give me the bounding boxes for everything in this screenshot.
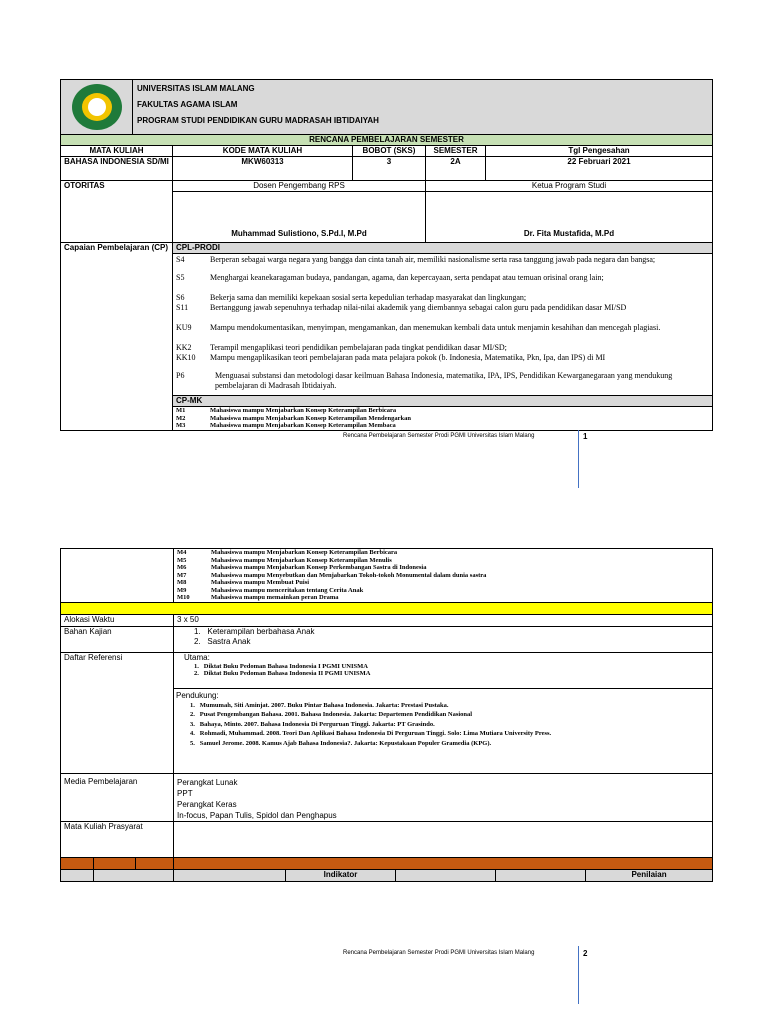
cpmk-item: M3 Mahasiswa mampu Menjabarkan Konsep Keterampilan Membaca	[176, 422, 396, 429]
developer-name: Muhammad Sulistiono, S.Pd.I, M.Pd	[231, 229, 367, 238]
cpmk-item: M8 Mahasiswa mampu Membuat Puisi	[177, 579, 310, 586]
cpmk-list-page1	[173, 407, 712, 430]
indicator-row-cell	[174, 869, 286, 881]
cpmk-list-page2	[174, 549, 713, 603]
rps-page1-table	[60, 79, 712, 431]
pendukung-item: 4. Rohmadi, Muhammad. 2008. Teori Dan Aplikasi Bahasa Indonesia Di Perguruan Tinggi. Solo: Lima Mutiara University Press.	[190, 730, 552, 737]
cpl-item: KK2 Terampil mengaplikasi teori pendidikan pembelajaran pada tingkat pendidikan dasar MI/SD;	[176, 343, 507, 352]
indicator-row-cell	[396, 869, 496, 881]
orange-band-cell	[94, 857, 136, 869]
cpmk-item: M10 Mahasiswa mampu memainkan peran Drama	[177, 594, 339, 601]
cpmk-title: CP-MK	[173, 395, 712, 407]
approval-date: 22 Februari 2021	[486, 157, 713, 181]
cpl-item: S11 Bertanggung jawab sepenuhnya terhadap nilai-nilai akademik yang diembannya sebagai calon guru pada pendidikan dasar MI/SD	[176, 303, 627, 312]
cpl-item: P6 Menguasai substansi dan metodologi dasar keilmuan Bahasa Indonesia, matematika, IPA, IPS, Pendidikan Kewarganegaraan yang mendukung pembelajaran di Madrasah Ibtidaiyah.	[176, 371, 673, 390]
orange-band-cell	[61, 857, 94, 869]
cpl-item: KU9 Mampu mendokumentasikan, menyimpan, mengamankan, dan menemukan kembali data untuk menjamin kesahihan dan mencegah plagiasi.	[176, 323, 661, 332]
footer-divider	[578, 946, 579, 1004]
cpmk-item: M6 Mahasiswa mampu Menjabarkan Konsep Perkembangan Sastra di Indonesia	[177, 564, 427, 571]
university-name: UNIVERSITAS ISLAM MALANG	[137, 84, 255, 93]
university-logo	[72, 84, 122, 130]
cpl-item: S5 Menghargai keanekaragaman budaya, pandangan, agama, dan kepercayaan, serta pendapat atau temuan orisinal orang lain;	[176, 273, 604, 282]
bahan-label: Bahan Kajian	[61, 626, 174, 652]
cpmk-item: M9 Mahasiswa mampu menceritakan tentang Cerita Anak	[177, 586, 364, 594]
course-name: BAHASA INDONESIA SD/MI	[61, 157, 173, 181]
prasyarat-value	[174, 821, 713, 857]
otoritas-label: OTORITAS	[61, 181, 173, 243]
head-role: Ketua Program Studi	[531, 181, 607, 190]
prasyarat-label: Mata Kuliah Prasyarat	[61, 821, 174, 857]
developer-role: Dosen Pengembang RPS	[253, 181, 345, 190]
utama-label: Utama:	[184, 652, 210, 662]
media-item: In-focus, Papan Tulis, Spidol dan Penghapus	[177, 810, 337, 820]
faculty-name: FAKULTAS AGAMA ISLAM	[137, 100, 238, 109]
media-item: PPT	[177, 788, 193, 798]
header-titles	[133, 80, 713, 135]
date-header: Tgl Pengesahan	[486, 146, 713, 157]
page-number-1: 1	[583, 432, 588, 441]
cpmk-item: M4 Mahasiswa mampu Menjabarkan Konsep Keterampilan Berbicara	[177, 549, 398, 556]
program-name: PROGRAM STUDI PENDIDIKAN GURU MADRASAH IBTIDAIYAH	[137, 116, 379, 125]
alokasi-label: Alokasi Waktu	[61, 614, 174, 626]
cpmk-item: M1 Mahasiswa mampu Menjabarkan Konsep Keterampilan Berbicara	[176, 407, 397, 414]
semester-header: SEMESTER	[426, 146, 486, 157]
pendukung-item: 1. Mumumah, Siti Aminjat. 2007. Buku Pintar Bahasa Indonesia. Jakarta: Prestasi Pustaka.	[190, 701, 449, 709]
cpl-item: S6 Bekerja sama dan memiliki kepekaan sosial serta kepedulian terhadap masyarakat dan lingkungan;	[176, 293, 527, 302]
footer-text-page1: Rencana Pembelajaran Semester Prodi PGMI Universitas Islam Malang	[343, 433, 535, 439]
footer-text-page2: Rencana Pembelajaran Semester Prodi PGMI Universitas Islam Malang	[343, 950, 535, 956]
cpl-item: KK10 Mampu mengaplikasikan teori pembelajaran pada mata pelajara pokok (b. Indonesia, Matematika, Pkn, Ipa, dan IPS) di MI	[176, 353, 606, 362]
document-title: RENCANA PEMBELAJARAN SEMESTER	[61, 135, 713, 146]
media-label: Media Pembelajaran	[61, 773, 174, 821]
cpl-title: CPL-PRODI	[173, 243, 712, 254]
cpmk-item: M2 Mahasiswa mampu Menjabarkan Konsep Keterampilan Mendengarkan	[176, 414, 411, 422]
media-item: Perangkat Lunak	[177, 777, 238, 787]
pendukung-label: Pendukung:	[176, 690, 219, 700]
cpmk-item: M7 Mahasiswa mampu Menyebutkan dan Menjabarkan Tokoh-tokoh Monumental dalam dunia sastra	[177, 571, 487, 579]
indicator-row-cell	[94, 869, 174, 881]
pendukung-item: 2. Pusat Pengembangan Bahasa. 2001. Bahasa Indonesia. Jakarta: Departemen Pendidikan Nasional	[190, 711, 473, 718]
cp-label: Capaian Pembelajaran (CP)	[61, 243, 173, 431]
indicator-row-cell	[61, 869, 94, 881]
bahan-list	[174, 626, 713, 652]
cpmk-item: M5 Mahasiswa mampu Menjabarkan Konsep Keterampilan Menulis	[177, 556, 392, 564]
course-semester: 2A	[426, 157, 486, 181]
cpl-list	[173, 255, 712, 391]
credit-header: BOBOT (SKS)	[353, 146, 426, 157]
media-item: Perangkat Keras	[177, 799, 237, 809]
footer-divider	[578, 430, 579, 488]
pendukung-item: 3. Bahaya, Minto. 2007. Bahasa Indonesia Di Perguruan Tinggi. Jakarta: PT Grasindo.	[190, 720, 435, 728]
rps-page2-table	[60, 548, 712, 882]
head-name: Dr. Fita Mustafida, M.Pd	[523, 229, 615, 238]
cp-content	[173, 243, 713, 431]
course-code: MKW60313	[173, 157, 353, 181]
ref-label: Daftar Referensi	[61, 652, 174, 773]
course-credit: 3	[353, 157, 426, 181]
page-number-2: 2	[583, 949, 588, 958]
indikator-header: Indikator	[286, 869, 396, 881]
program-head-cell	[426, 181, 713, 243]
indicator-row-cell	[496, 869, 586, 881]
media-list	[174, 773, 713, 821]
orange-band-cell	[136, 857, 174, 869]
course-name-header: MATA KULIAH	[61, 146, 173, 157]
rps-developer-cell	[173, 181, 426, 243]
utama-item: 1. Diktat Buku Pedoman Bahasa Indonesia I PGMI UNISMA	[194, 662, 368, 670]
utama-item: 2. Diktat Buku Pedoman Bahasa Indonesia II PGMI UNISMA	[194, 670, 371, 677]
yellow-separator	[61, 602, 713, 614]
bahan-item: 1. Keterampilan berbahasa Anak	[194, 626, 315, 636]
course-code-header: KODE MATA KULIAH	[173, 146, 353, 157]
cpl-item: S4 Berperan sebagai warga negara yang bangga dan cinta tanah air, memiliki nasionalisme serta rasa tanggung jawab pada negara dan bangsa;	[176, 255, 656, 264]
university-logo-cell	[61, 80, 133, 135]
penilaian-header: Penilaian	[586, 869, 713, 881]
alokasi-value: 3 x 50	[174, 614, 713, 626]
orange-band-cell	[174, 857, 713, 869]
bahan-item: 2. Sastra Anak	[194, 636, 251, 646]
pendukung-item: 5. Samuel Jerome. 2008. Kamus Ajab Bahasa Indonesia?. Jakarta: Kepustakaan Populer Gramedia (KPG).	[190, 739, 492, 747]
ref-content	[174, 652, 713, 773]
